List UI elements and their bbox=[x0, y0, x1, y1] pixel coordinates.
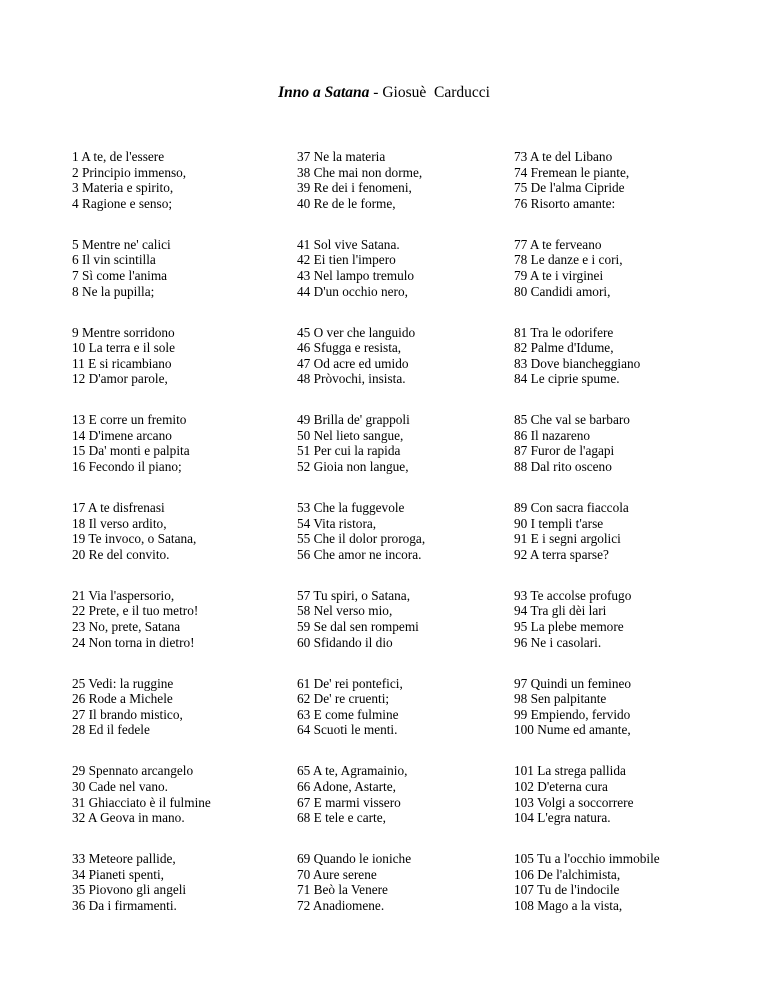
verse-line: 29 Spennato arcangelo bbox=[72, 763, 194, 779]
verse-line: 21 Via l'aspersorio, bbox=[72, 587, 175, 603]
verse-line: 90 I templi t'arse bbox=[514, 515, 604, 531]
verse-line: 4 Ragione e senso; bbox=[72, 195, 173, 211]
verse-line: 61 De' rei pontefici, bbox=[297, 675, 403, 691]
stanza bbox=[297, 149, 425, 211]
verse-line: 1 A te, de l'essere bbox=[72, 149, 165, 164]
verse-line: 8 Ne la pupilla; bbox=[72, 283, 155, 299]
verse-line: 51 Per cui la rapida bbox=[297, 443, 401, 459]
poem-column-1 bbox=[72, 149, 211, 939]
verse-line: 93 Te accolse profugo bbox=[514, 587, 632, 603]
stanza bbox=[297, 851, 425, 913]
stanza bbox=[297, 500, 425, 562]
verse-line: 98 Sen palpitante bbox=[514, 691, 607, 707]
verse-line: 95 La plebe memore bbox=[514, 619, 624, 635]
stanza bbox=[297, 237, 425, 299]
verse-line: 24 Non torna in dietro! bbox=[72, 634, 195, 650]
verse-line: 79 A te i virginei bbox=[514, 267, 604, 283]
verse-line: 81 Tra le odorifere bbox=[514, 324, 614, 340]
stanza bbox=[514, 500, 660, 562]
verse-line: 88 Dal rito osceno bbox=[514, 459, 612, 475]
stanza bbox=[72, 412, 211, 474]
verse-line: 37 Ne la materia bbox=[297, 149, 386, 164]
verse-line: 107 Tu de l'indocile bbox=[514, 882, 620, 898]
verse-line: 58 Nel verso mio, bbox=[297, 603, 393, 619]
stanza bbox=[514, 412, 660, 474]
verse-line: 31 Ghiacciato è il fulmine bbox=[72, 794, 211, 810]
stanza bbox=[514, 763, 660, 825]
verse-line: 53 Che la fuggevole bbox=[297, 500, 405, 516]
verse-line: 33 Meteore pallide, bbox=[72, 851, 176, 867]
verse-line: 40 Re de le forme, bbox=[297, 195, 396, 211]
verse-line: 96 Ne i casolari. bbox=[514, 634, 602, 650]
verse-line: 67 E marmi vissero bbox=[297, 794, 401, 810]
poem-author: Giosuè Carducci bbox=[382, 84, 490, 101]
verse-line: 99 Empiendo, fervido bbox=[514, 706, 631, 722]
poem-column-3 bbox=[514, 149, 660, 939]
verse-line: 36 Da i firmamenti. bbox=[72, 897, 177, 913]
verse-line: 83 Dove biancheggiano bbox=[514, 355, 641, 371]
verse-line: 22 Prete, e il tuo metro! bbox=[72, 603, 199, 619]
title-separator: - bbox=[369, 84, 383, 101]
verse-line: 32 A Geova in mano. bbox=[72, 810, 185, 826]
verse-line: 76 Risorto amante: bbox=[514, 195, 616, 211]
verse-line: 75 De l'alma Cipride bbox=[514, 180, 625, 196]
verse-line: 56 Che amor ne incora. bbox=[297, 546, 422, 562]
stanza bbox=[297, 676, 425, 738]
stanza bbox=[514, 851, 660, 913]
stanza bbox=[514, 676, 660, 738]
verse-line: 64 Scuoti le menti. bbox=[297, 722, 398, 738]
stanza bbox=[72, 676, 211, 738]
verse-line: 78 Le danze e i cori, bbox=[514, 252, 623, 268]
poem-title: Inno a Satana bbox=[278, 84, 370, 101]
verse-line: 23 No, prete, Satana bbox=[72, 619, 181, 635]
stanza bbox=[72, 851, 211, 913]
verse-line: 84 Le ciprie spume. bbox=[514, 371, 620, 387]
verse-line: 17 A te disfrenasi bbox=[72, 500, 165, 516]
verse-line: 45 O ver che languido bbox=[297, 324, 416, 340]
verse-line: 5 Mentre ne' calici bbox=[72, 236, 171, 252]
verse-line: 54 Vita ristora, bbox=[297, 515, 377, 531]
stanza bbox=[72, 325, 211, 387]
verse-line: 43 Nel lampo tremulo bbox=[297, 267, 415, 283]
stanza bbox=[72, 763, 211, 825]
verse-line: 68 E tele e carte, bbox=[297, 810, 386, 826]
verse-line: 70 Aure serene bbox=[297, 866, 377, 882]
verse-line: 65 A te, Agramainio, bbox=[297, 763, 408, 779]
document-title bbox=[0, 84, 768, 102]
stanza bbox=[297, 588, 425, 650]
verse-line: 38 Che mai non dorme, bbox=[297, 164, 423, 180]
verse-line: 27 Il brando mistico, bbox=[72, 706, 183, 722]
verse-line: 86 Il nazareno bbox=[514, 427, 591, 443]
verse-line: 42 Ei tien l'impero bbox=[297, 252, 396, 268]
verse-line: 19 Te invoco, o Satana, bbox=[72, 531, 197, 547]
verse-line: 94 Tra gli dèi lari bbox=[514, 603, 607, 619]
verse-line: 28 Ed il fedele bbox=[72, 722, 150, 738]
verse-line: 46 Sfugga e resista, bbox=[297, 340, 402, 356]
stanza bbox=[72, 500, 211, 562]
verse-line: 57 Tu spiri, o Satana, bbox=[297, 587, 411, 603]
verse-line: 69 Quando le ioniche bbox=[297, 851, 412, 867]
verse-line: 92 A terra sparse? bbox=[514, 546, 609, 562]
verse-line: 55 Che il dolor proroga, bbox=[297, 531, 426, 547]
verse-line: 41 Sol vive Satana. bbox=[297, 236, 400, 252]
verse-line: 60 Sfidando il dio bbox=[297, 634, 393, 650]
poem-column-2 bbox=[297, 149, 425, 939]
verse-line: 35 Piovono gli angeli bbox=[72, 882, 187, 898]
verse-line: 44 D'un occhio nero, bbox=[297, 283, 408, 299]
verse-line: 72 Anadiomene. bbox=[297, 897, 385, 913]
stanza bbox=[297, 763, 425, 825]
verse-line: 108 Mago a la vista, bbox=[514, 897, 623, 913]
verse-line: 9 Mentre sorridono bbox=[72, 324, 175, 340]
stanza bbox=[514, 237, 660, 299]
verse-line: 39 Re dei i fenomeni, bbox=[297, 180, 412, 196]
verse-line: 14 D'imene arcano bbox=[72, 427, 172, 443]
stanza bbox=[297, 325, 425, 387]
verse-line: 87 Furor de l'agapi bbox=[514, 443, 615, 459]
verse-line: 6 Il vin scintilla bbox=[72, 252, 156, 268]
verse-line: 16 Fecondo il piano; bbox=[72, 459, 182, 475]
verse-line: 101 La strega pallida bbox=[514, 763, 626, 779]
verse-line: 91 E i segni argolici bbox=[514, 531, 621, 547]
verse-line: 48 Pròvochi, insista. bbox=[297, 371, 406, 387]
verse-line: 3 Materia e spirito, bbox=[72, 180, 174, 196]
verse-line: 66 Adone, Astarte, bbox=[297, 778, 396, 794]
stanza bbox=[514, 325, 660, 387]
verse-line: 18 Il verso ardito, bbox=[72, 515, 167, 531]
verse-line: 13 E corre un fremito bbox=[72, 412, 187, 428]
verse-line: 25 Vedi: la ruggine bbox=[72, 675, 174, 691]
stanza bbox=[72, 588, 211, 650]
verse-line: 71 Beò la Venere bbox=[297, 882, 388, 898]
verse-line: 63 E come fulmine bbox=[297, 706, 399, 722]
verse-line: 80 Candidi amori, bbox=[514, 283, 611, 299]
verse-line: 47 Od acre ed umido bbox=[297, 355, 409, 371]
verse-line: 26 Rode a Michele bbox=[72, 691, 173, 707]
verse-line: 73 A te del Libano bbox=[514, 149, 613, 164]
verse-line: 104 L'egra natura. bbox=[514, 810, 611, 826]
verse-line: 74 Fremean le piante, bbox=[514, 164, 630, 180]
verse-line: 100 Nume ed amante, bbox=[514, 722, 631, 738]
verse-line: 20 Re del convito. bbox=[72, 546, 170, 562]
stanza bbox=[72, 149, 211, 211]
verse-line: 10 La terra e il sole bbox=[72, 340, 176, 356]
verse-line: 15 Da' monti e palpita bbox=[72, 443, 190, 459]
verse-line: 7 Sì come l'anima bbox=[72, 267, 168, 283]
stanza bbox=[514, 149, 660, 211]
verse-line: 34 Pianeti spenti, bbox=[72, 866, 164, 882]
verse-line: 12 D'amor parole, bbox=[72, 371, 168, 387]
verse-line: 77 A te ferveano bbox=[514, 236, 602, 252]
verse-line: 89 Con sacra fiaccola bbox=[514, 500, 629, 516]
verse-line: 105 Tu a l'occhio immobile bbox=[514, 851, 660, 867]
verse-line: 97 Quindi un femineo bbox=[514, 675, 632, 691]
verse-line: 62 De' re cruenti; bbox=[297, 691, 390, 707]
verse-line: 59 Se dal sen rompemi bbox=[297, 619, 419, 635]
verse-line: 30 Cade nel vano. bbox=[72, 778, 169, 794]
stanza bbox=[72, 237, 211, 299]
verse-line: 50 Nel lieto sangue, bbox=[297, 427, 404, 443]
verse-line: 2 Principio immenso, bbox=[72, 164, 187, 180]
verse-line: 49 Brilla de' grappoli bbox=[297, 412, 410, 428]
poem-columns bbox=[72, 149, 752, 929]
verse-line: 85 Che val se barbaro bbox=[514, 412, 630, 428]
verse-line: 102 D'eterna cura bbox=[514, 778, 608, 794]
stanza bbox=[297, 412, 425, 474]
stanza bbox=[514, 588, 660, 650]
verse-line: 103 Volgi a soccorrere bbox=[514, 794, 634, 810]
verse-line: 52 Gioia non langue, bbox=[297, 459, 409, 475]
verse-line: 82 Palme d'Idume, bbox=[514, 340, 614, 356]
verse-line: 106 De l'alchimista, bbox=[514, 866, 621, 882]
verse-line: 11 E si ricambiano bbox=[72, 355, 172, 371]
